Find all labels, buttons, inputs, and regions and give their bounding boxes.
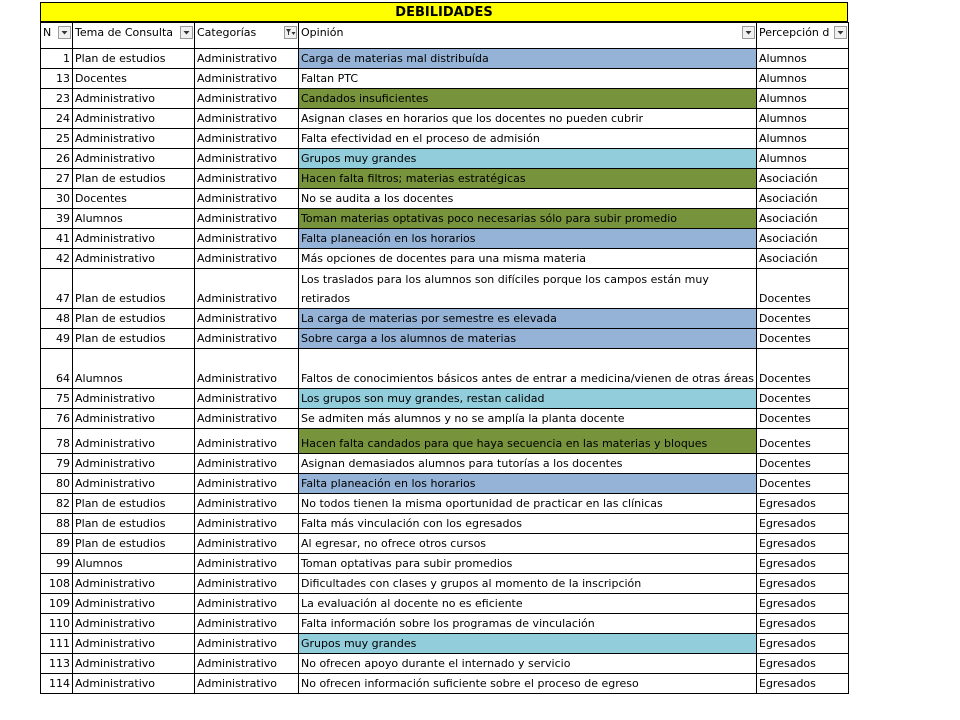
cell-percepcion[interactable]: Egresados — [757, 514, 849, 534]
table-row — [41, 594, 849, 614]
header-row — [41, 23, 849, 49]
cell-categoria[interactable]: Administrativo — [195, 129, 299, 149]
cell-percepcion[interactable]: Docentes — [757, 329, 849, 349]
table-row — [41, 574, 849, 594]
cell-percepcion[interactable]: Alumnos — [757, 109, 849, 129]
cell-n[interactable]: 99 — [41, 554, 73, 574]
cell-categoria[interactable]: Administrativo — [195, 514, 299, 534]
table-row — [41, 614, 849, 634]
cell-tema[interactable]: Administrativo — [73, 614, 195, 634]
cell-n[interactable]: 13 — [41, 69, 73, 89]
cell-opinion[interactable]: No todos tienen la misma oportunidad de practicar en las clínicas — [299, 494, 757, 514]
cell-tema[interactable]: Alumnos — [73, 349, 195, 389]
table-row — [41, 454, 849, 474]
cell-n[interactable]: 48 — [41, 309, 73, 329]
cell-percepcion[interactable]: Docentes — [757, 409, 849, 429]
cell-n[interactable]: 110 — [41, 614, 73, 634]
cell-n[interactable]: 47 — [41, 269, 73, 309]
cell-tema[interactable]: Plan de estudios — [73, 494, 195, 514]
cell-opinion[interactable]: Carga de materias mal distribuída — [299, 49, 757, 69]
cell-n[interactable]: 41 — [41, 229, 73, 249]
cell-n[interactable]: 79 — [41, 454, 73, 474]
cell-n[interactable]: 114 — [41, 674, 73, 694]
cell-tema[interactable]: Administrativo — [73, 149, 195, 169]
cell-n[interactable]: 82 — [41, 494, 73, 514]
filter-dropdown-icon[interactable] — [180, 26, 193, 39]
cell-tema[interactable]: Plan de estudios — [73, 534, 195, 554]
cell-categoria[interactable]: Administrativo — [195, 309, 299, 329]
cell-categoria[interactable]: Administrativo — [195, 634, 299, 654]
cell-categoria[interactable]: Administrativo — [195, 229, 299, 249]
cell-opinion[interactable]: Hacen falta filtros; materias estratégicas — [299, 169, 757, 189]
cell-tema[interactable]: Plan de estudios — [73, 269, 195, 309]
table-row — [41, 89, 849, 109]
cell-n[interactable]: 111 — [41, 634, 73, 654]
cell-opinion[interactable]: Al egresar, no ofrece otros cursos — [299, 534, 757, 554]
table-row — [41, 474, 849, 494]
cell-percepcion[interactable]: Asociación — [757, 209, 849, 229]
cell-opinion[interactable]: Dificultades con clases y grupos al momento de la inscripción — [299, 574, 757, 594]
table-row — [41, 129, 849, 149]
cell-tema[interactable]: Plan de estudios — [73, 514, 195, 534]
cell-percepcion[interactable]: Docentes — [757, 454, 849, 474]
cell-percepcion[interactable]: Egresados — [757, 614, 849, 634]
table-row — [41, 229, 849, 249]
cell-n[interactable]: 113 — [41, 654, 73, 674]
column-header-percepcion[interactable] — [757, 23, 849, 49]
cell-opinion[interactable]: Sobre carga a los alumnos de materias — [299, 329, 757, 349]
column-header-tema[interactable] — [73, 23, 195, 49]
table-row — [41, 554, 849, 574]
cell-tema[interactable]: Administrativo — [73, 654, 195, 674]
spreadsheet — [40, 2, 848, 694]
cell-categoria[interactable]: Administrativo — [195, 389, 299, 409]
table-row — [41, 269, 849, 309]
cell-categoria[interactable]: Administrativo — [195, 329, 299, 349]
cell-tema[interactable]: Docentes — [73, 69, 195, 89]
cell-n[interactable]: 27 — [41, 169, 73, 189]
cell-categoria[interactable]: Administrativo — [195, 674, 299, 694]
cell-percepcion[interactable]: Egresados — [757, 534, 849, 554]
cell-percepcion[interactable]: Asociación — [757, 189, 849, 209]
table-row — [41, 109, 849, 129]
cell-categoria[interactable]: Administrativo — [195, 574, 299, 594]
cell-n[interactable]: 1 — [41, 49, 73, 69]
cell-tema[interactable]: Administrativo — [73, 594, 195, 614]
cell-percepcion[interactable]: Egresados — [757, 654, 849, 674]
filter-dropdown-icon[interactable] — [742, 26, 755, 39]
cell-categoria[interactable]: Administrativo — [195, 614, 299, 634]
cell-categoria[interactable]: Administrativo — [195, 474, 299, 494]
filter-dropdown-icon[interactable] — [834, 26, 847, 39]
cell-opinion[interactable]: No ofrecen apoyo durante el internado y servicio — [299, 654, 757, 674]
cell-categoria[interactable]: Administrativo — [195, 594, 299, 614]
cell-opinion[interactable]: Candados insuficientes — [299, 89, 757, 109]
cell-tema[interactable]: Plan de estudios — [73, 169, 195, 189]
column-header-label: Percepción d — [759, 26, 830, 39]
cell-percepcion[interactable]: Alumnos — [757, 89, 849, 109]
table-row — [41, 149, 849, 169]
cell-tema[interactable]: Alumnos — [73, 209, 195, 229]
table-row — [41, 494, 849, 514]
cell-percepcion[interactable]: Egresados — [757, 634, 849, 654]
cell-n[interactable]: 64 — [41, 349, 73, 389]
cell-opinion[interactable]: Toman materias optativas poco necesarias sólo para subir promedio — [299, 209, 757, 229]
table-row — [41, 409, 849, 429]
cell-n[interactable]: 76 — [41, 409, 73, 429]
cell-percepcion[interactable]: Docentes — [757, 429, 849, 454]
table-row — [41, 309, 849, 329]
cell-percepcion[interactable]: Alumnos — [757, 149, 849, 169]
cell-opinion[interactable]: Asignan demasiados alumnos para tutorías a los docentes — [299, 454, 757, 474]
table-row — [41, 634, 849, 654]
cell-percepcion[interactable]: Asociación — [757, 229, 849, 249]
table-row — [41, 534, 849, 554]
cell-opinion[interactable]: No se audita a los docentes — [299, 189, 757, 209]
cell-opinion[interactable]: Se admiten más alumnos y no se amplía la planta docente — [299, 409, 757, 429]
cell-opinion[interactable]: Más opciones de docentes para una misma materia — [299, 249, 757, 269]
table-row — [41, 49, 849, 69]
cell-categoria[interactable]: Administrativo — [195, 349, 299, 389]
table-row — [41, 69, 849, 89]
cell-tema[interactable]: Administrativo — [73, 229, 195, 249]
cell-opinion[interactable]: Faltan PTC — [299, 69, 757, 89]
cell-categoria[interactable]: Administrativo — [195, 534, 299, 554]
cell-tema[interactable]: Administrativo — [73, 109, 195, 129]
cell-categoria[interactable]: Administrativo — [195, 494, 299, 514]
cell-n[interactable]: 30 — [41, 189, 73, 209]
cell-n[interactable]: 24 — [41, 109, 73, 129]
cell-n[interactable]: 49 — [41, 329, 73, 349]
table-row — [41, 329, 849, 349]
cell-opinion[interactable]: Falta efectividad en el proceso de admisión — [299, 129, 757, 149]
cell-categoria[interactable]: Administrativo — [195, 49, 299, 69]
cell-percepcion[interactable]: Alumnos — [757, 49, 849, 69]
cell-tema[interactable]: Administrativo — [73, 129, 195, 149]
cell-n[interactable]: 88 — [41, 514, 73, 534]
cell-n[interactable]: 39 — [41, 209, 73, 229]
table-row — [41, 674, 849, 694]
data-table — [40, 22, 849, 694]
cell-opinion[interactable]: Hacen falta candados para que haya secuencia en las materias y bloques — [299, 429, 757, 454]
cell-categoria[interactable]: Administrativo — [195, 454, 299, 474]
cell-percepcion[interactable]: Egresados — [757, 494, 849, 514]
cell-percepcion[interactable]: Docentes — [757, 474, 849, 494]
cell-opinion[interactable]: Grupos muy grandes — [299, 149, 757, 169]
cell-tema[interactable]: Alumnos — [73, 554, 195, 574]
cell-categoria[interactable]: Administrativo — [195, 169, 299, 189]
cell-percepcion[interactable]: Alumnos — [757, 69, 849, 89]
cell-tema[interactable]: Plan de estudios — [73, 329, 195, 349]
cell-tema[interactable]: Administrativo — [73, 674, 195, 694]
column-header-label: N — [43, 26, 52, 39]
cell-tema[interactable]: Plan de estudios — [73, 309, 195, 329]
cell-opinion[interactable]: La evaluación al docente no es eficiente — [299, 594, 757, 614]
cell-tema[interactable]: Administrativo — [73, 429, 195, 454]
cell-categoria[interactable]: Administrativo — [195, 189, 299, 209]
cell-categoria[interactable]: Administrativo — [195, 249, 299, 269]
table-row — [41, 389, 849, 409]
cell-categoria[interactable]: Administrativo — [195, 654, 299, 674]
table-row — [41, 249, 849, 269]
cell-opinion[interactable]: Toman optativas para subir promedios — [299, 554, 757, 574]
cell-opinion[interactable]: Falta información sobre los programas de vinculación — [299, 614, 757, 634]
cell-opinion[interactable]: Falta planeación en los horarios — [299, 229, 757, 249]
table-row — [41, 429, 849, 454]
cell-percepcion[interactable]: Docentes — [757, 389, 849, 409]
table-row — [41, 349, 849, 389]
cell-percepcion[interactable]: Egresados — [757, 574, 849, 594]
cell-percepcion[interactable]: Docentes — [757, 269, 849, 309]
cell-n[interactable]: 25 — [41, 129, 73, 149]
cell-categoria[interactable]: Administrativo — [195, 269, 299, 309]
table-row — [41, 169, 849, 189]
cell-opinion[interactable]: Falta más vinculación con los egresados — [299, 514, 757, 534]
cell-n[interactable]: 23 — [41, 89, 73, 109]
table-row — [41, 189, 849, 209]
column-header-categorias[interactable] — [195, 23, 299, 49]
cell-percepcion[interactable]: Alumnos — [757, 129, 849, 149]
sheet-title: DEBILIDADES — [40, 2, 848, 22]
cell-n[interactable]: 78 — [41, 429, 73, 454]
cell-tema[interactable]: Administrativo — [73, 574, 195, 594]
cell-n[interactable]: 80 — [41, 474, 73, 494]
cell-n[interactable]: 89 — [41, 534, 73, 554]
cell-categoria[interactable]: Administrativo — [195, 409, 299, 429]
cell-categoria[interactable]: Administrativo — [195, 89, 299, 109]
table-body — [41, 49, 849, 694]
cell-tema[interactable]: Administrativo — [73, 249, 195, 269]
cell-opinion[interactable]: Falta planeación en los horarios — [299, 474, 757, 494]
column-header-label: Opinión — [301, 26, 344, 39]
filter-dropdown-icon[interactable] — [58, 26, 71, 39]
cell-percepcion[interactable]: Docentes — [757, 309, 849, 329]
cell-tema[interactable]: Administrativo — [73, 454, 195, 474]
cell-tema[interactable]: Administrativo — [73, 89, 195, 109]
cell-tema[interactable]: Administrativo — [73, 634, 195, 654]
column-header-n[interactable] — [41, 23, 73, 49]
cell-tema[interactable]: Administrativo — [73, 389, 195, 409]
cell-categoria[interactable]: Administrativo — [195, 69, 299, 89]
cell-tema[interactable]: Administrativo — [73, 474, 195, 494]
cell-categoria[interactable]: Administrativo — [195, 429, 299, 454]
cell-n[interactable]: 42 — [41, 249, 73, 269]
cell-opinion[interactable]: Faltos de conocimientos básicos antes de entrar a medicina/vienen de otras áreas — [299, 349, 757, 389]
cell-percepcion[interactable]: Docentes — [757, 349, 849, 389]
table-row — [41, 514, 849, 534]
cell-tema[interactable]: Administrativo — [73, 409, 195, 429]
cell-n[interactable]: 109 — [41, 594, 73, 614]
cell-opinion[interactable]: Grupos muy grandes — [299, 634, 757, 654]
cell-tema[interactable]: Plan de estudios — [73, 49, 195, 69]
column-header-opinion[interactable] — [299, 23, 757, 49]
cell-n[interactable]: 26 — [41, 149, 73, 169]
cell-categoria[interactable]: Administrativo — [195, 149, 299, 169]
cell-opinion[interactable]: Los grupos son muy grandes, restan calidad — [299, 389, 757, 409]
column-header-label: Tema de Consulta — [75, 26, 174, 39]
table-row — [41, 654, 849, 674]
cell-percepcion[interactable]: Asociación — [757, 249, 849, 269]
filter-applied-icon[interactable] — [284, 26, 297, 39]
table-row — [41, 209, 849, 229]
cell-opinion[interactable]: Los traslados para los alumnos son difíciles porque los campos están muy retirados — [299, 269, 757, 309]
cell-categoria[interactable]: Administrativo — [195, 109, 299, 129]
cell-opinion[interactable]: Asignan clases en horarios que los docentes no pueden cubrir — [299, 109, 757, 129]
cell-categoria[interactable]: Administrativo — [195, 209, 299, 229]
cell-percepcion[interactable]: Egresados — [757, 594, 849, 614]
cell-percepcion[interactable]: Egresados — [757, 674, 849, 694]
column-header-label: Categorías — [197, 26, 257, 39]
cell-opinion[interactable]: La carga de materias por semestre es elevada — [299, 309, 757, 329]
cell-n[interactable]: 108 — [41, 574, 73, 594]
cell-n[interactable]: 75 — [41, 389, 73, 409]
cell-categoria[interactable]: Administrativo — [195, 554, 299, 574]
cell-opinion[interactable]: No ofrecen información suficiente sobre el proceso de egreso — [299, 674, 757, 694]
cell-percepcion[interactable]: Asociación — [757, 169, 849, 189]
cell-tema[interactable]: Docentes — [73, 189, 195, 209]
cell-percepcion[interactable]: Egresados — [757, 554, 849, 574]
